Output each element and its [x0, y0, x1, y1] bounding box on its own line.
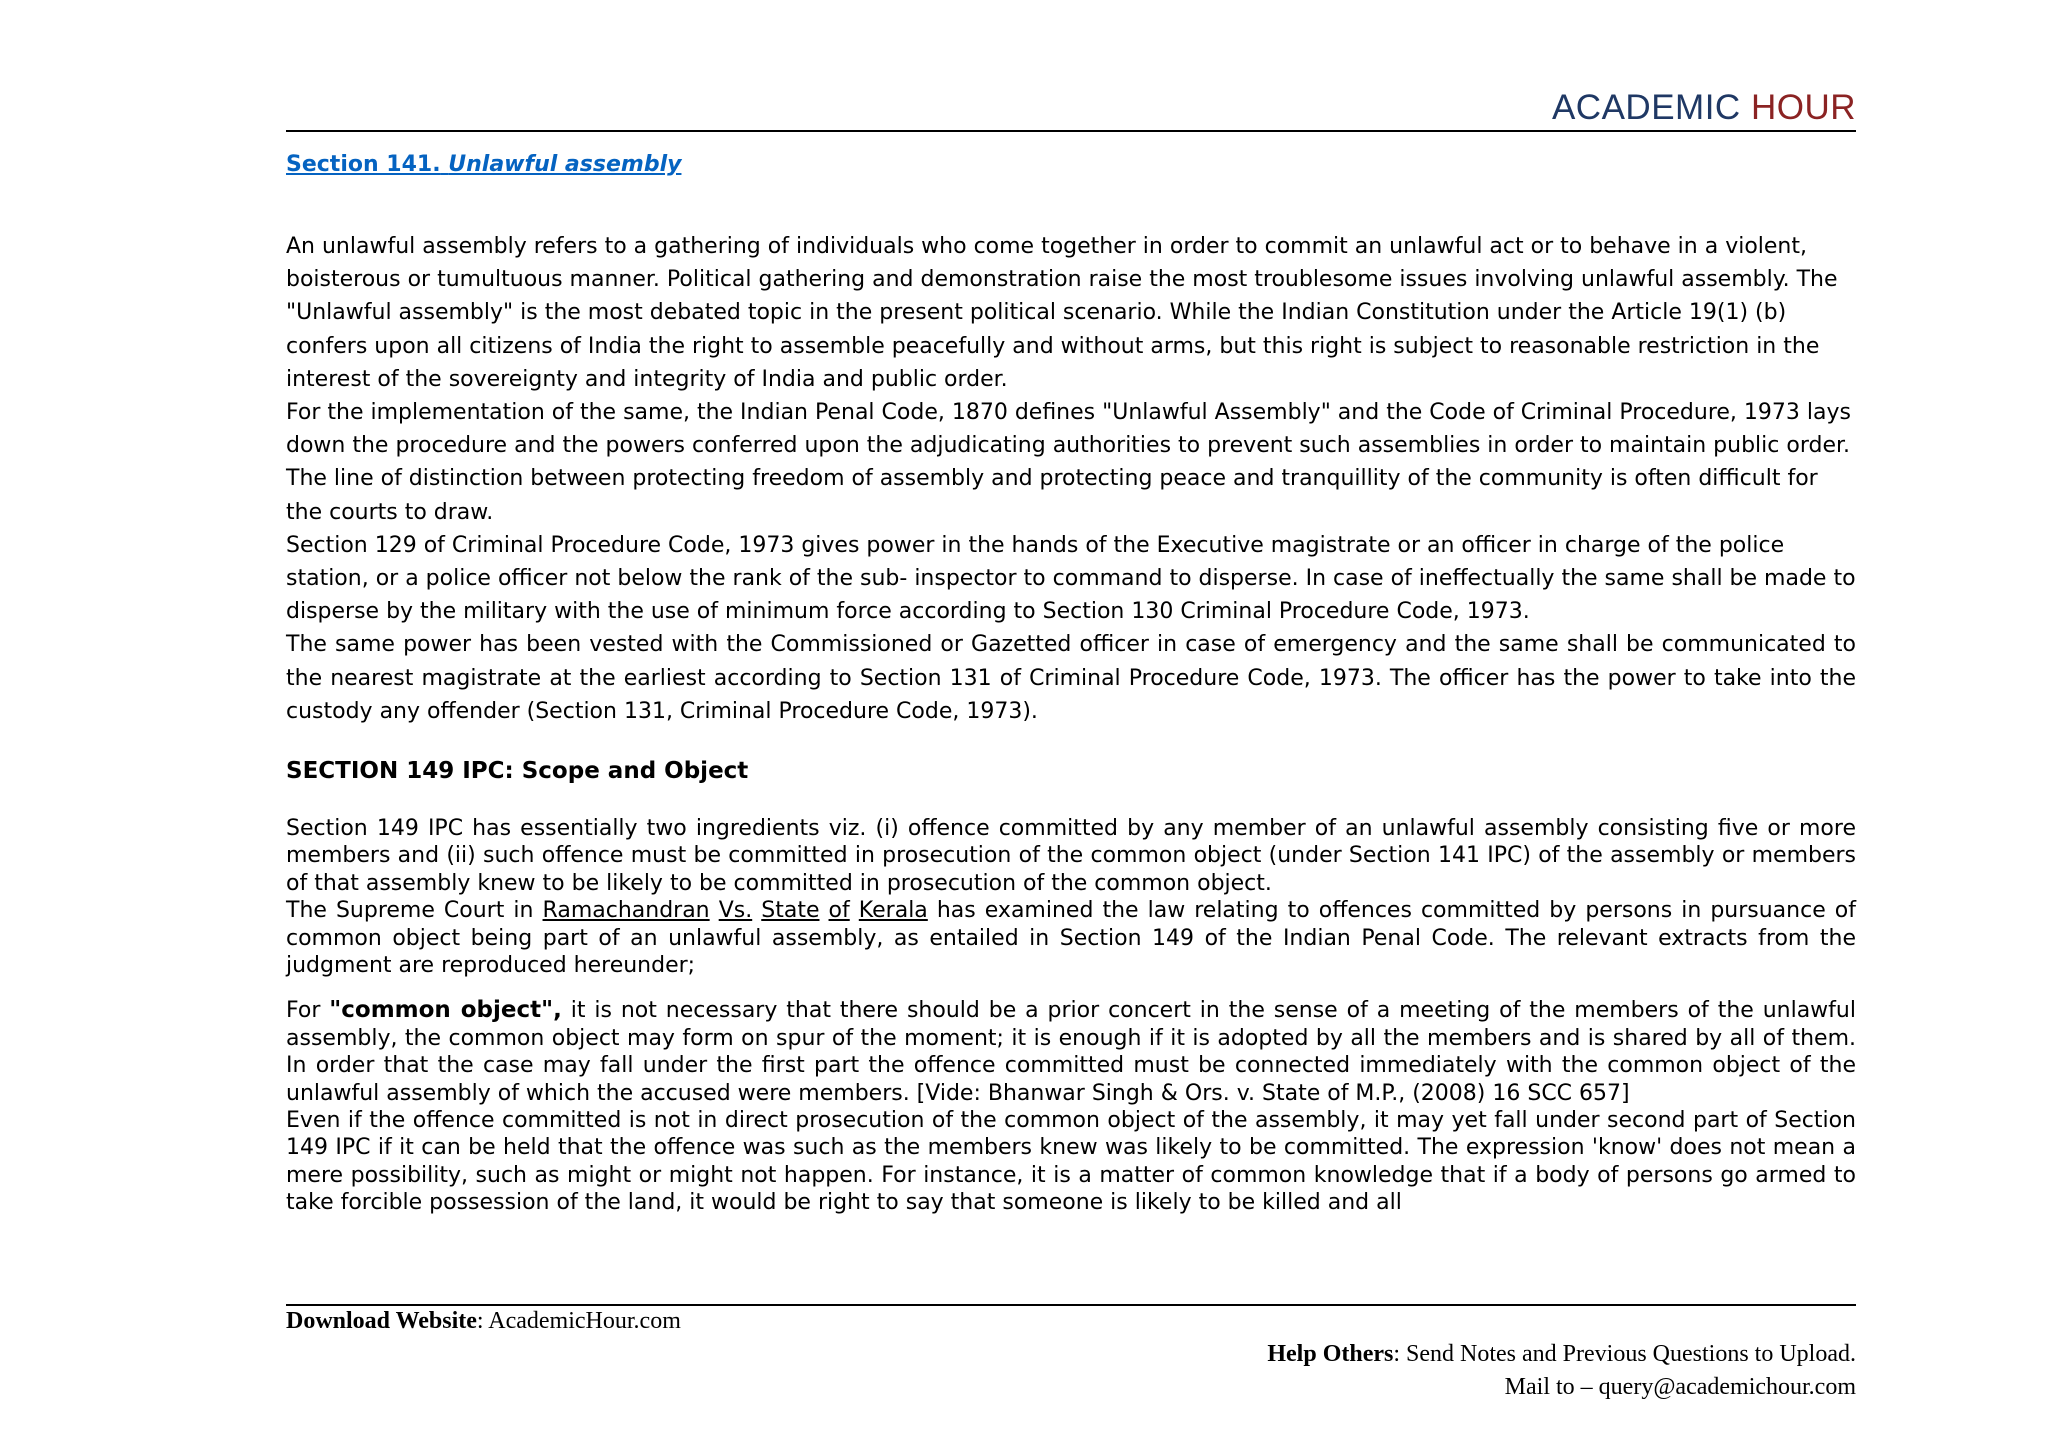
section-149-body [286, 815, 1856, 1217]
document-page [286, 0, 1856, 1448]
footer-help-line [1267, 1341, 1856, 1368]
intro-paragraph-1: An unlawful assembly refers to a gathering of individuals who come together in order to commit an unlawful act or to behave in a violent, boisterous or tumultuous manner. Political gathering and demonstration raise the most troublesome issues involving unlawful assembly. The "Unlawful assembly" is the most debated topic in the present political scenario. While the Indian Constitution under the Article 19(1) (b) confers upon all citizens of India the right to assemble peacefully and without arms, but this right is subject to reasonable restriction in the interest of the sovereignty and integrity of India and public order. [286, 234, 1838, 392]
footer-download-line [286, 1308, 681, 1335]
footer-divider [286, 1304, 1856, 1306]
footer-mail-line: Mail to – query@academichour.com [1504, 1374, 1856, 1400]
section-title-prefix: Section 141. [286, 152, 441, 177]
co-rest-text: it is not necessary that there should be a prior concert in the sense of a meeting of the members of the unlawful assembly, the common object may form on spur of the moment; it is enough if it is adopted by all the members and is shared by all of them. In order that the case may fall under the first part the offence committed must be connected immediately with the common object of the unlawful assembly of which the accused were members. [Vide: Bhanwar Singh & Ors. v. State of M.P., (2008) 16 SCC 657] [286, 998, 1856, 1106]
sc-rest-text: has examined the law relating to offences committed by persons in pursuance of common object being part of an unlawful assembly, as entailed in Section 149 of the Indian Penal Code. The relevant extracts from the judgment are reproduced hereunder; [286, 898, 1856, 979]
section-149-heading: SECTION 149 IPC: Scope and Object [286, 758, 749, 784]
case-word-of: of [828, 898, 850, 924]
supreme-court-paragraph [286, 897, 1856, 979]
case-word-vs: Vs. [718, 898, 753, 924]
common-object-term: "common object", [329, 997, 562, 1024]
sc-lead-text: The Supreme Court in [286, 898, 534, 924]
intro-paragraph-4: The same power has been vested with the Commissioned or Gazetted officer in case of emergency and the same shall be communicated to the nearest magistrate at the earliest according to Section 131 of Criminal Procedure Code, 1973. The officer has the power to take into the custody any offender (Section 131, Criminal Procedure Code, 1973). [286, 632, 1856, 724]
help-label: Help Others [1267, 1341, 1394, 1367]
brand-word-academic: ACADEMIC [1551, 88, 1741, 127]
section-141-link[interactable] [286, 152, 681, 177]
intro-paragraph-3: Section 129 of Criminal Procedure Code, 1973 gives power in the hands of the Executive magistrate or an officer in charge of the police station, or a police officer not below the rank of the sub- inspector to command to disperse. In case of ineffectually the same shall be made to disperse by the military with the use of minimum force according to Section 130 Criminal Procedure Code, 1973. [286, 532, 1856, 625]
case-word-kerala: Kerala [858, 898, 928, 924]
download-website-value: : AcademicHour.com [476, 1308, 681, 1334]
case-word-ramachandran: Ramachandran [542, 898, 710, 924]
co-lead-text: For [286, 998, 321, 1024]
offence-paragraph: Even if the offence committed is not in direct prosecution of the common object of the assembly, it may yet fall under second part of Section 149 IPC if it can be held that the offence was such as the members knew was likely to be committed. The expression 'know' does not mean a mere possibility, such as might or might not happen. For instance, it is a matter of common knowledge that if a body of persons go armed to take forcible possession of the land, it would be right to say that someone is likely to be killed and all [286, 1108, 1856, 1216]
case-word-state: State [761, 898, 820, 924]
header-divider [286, 130, 1856, 132]
help-value: : Send Notes and Previous Questions to Upload. [1393, 1341, 1856, 1367]
intro-body [286, 230, 1856, 728]
download-label: Download Website [286, 1308, 477, 1334]
brand-logo [1552, 88, 1856, 128]
intro-paragraph-2: For the implementation of the same, the Indian Penal Code, 1870 defines "Unlawful Assembly" and the Code of Criminal Procedure, 1973 lays down the procedure and the powers conferred upon the adjudicating authorities to prevent such assemblies in order to maintain public order. The line of distinction between protecting freedom of assembly and protecting peace and tranquillity of the community is often difficult for the courts to draw. [286, 400, 1851, 525]
section-title-text: Unlawful assembly [448, 152, 682, 177]
brand-word-hour: HOUR [1750, 88, 1856, 127]
common-object-paragraph [286, 997, 1856, 1107]
ingredients-paragraph: Section 149 IPC has essentially two ingredients viz. (i) offence committed by any member of an unlawful assembly consisting five or more members and (ii) such offence must be committed in prosecution of the common object (under Section 141 IPC) of the assembly or members of that assembly knew to be likely to be committed in prosecution of the common object. [286, 816, 1856, 896]
